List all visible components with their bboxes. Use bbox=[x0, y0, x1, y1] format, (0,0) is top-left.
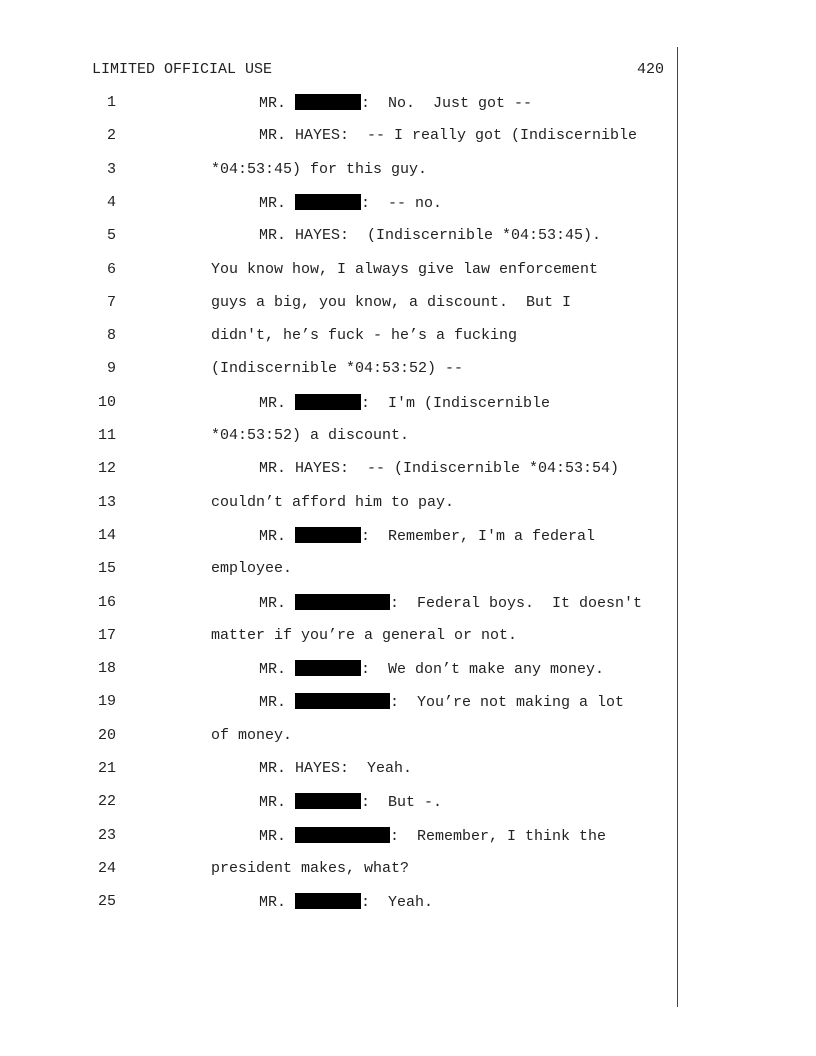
line-text: *04:53:45) for this guy. bbox=[211, 160, 428, 178]
transcript-line bbox=[0, 693, 816, 715]
speaker-prefix: MR. bbox=[259, 894, 296, 912]
utterance-text: : I'm (Indiscernible bbox=[361, 394, 551, 412]
speaker-prefix: MR. bbox=[259, 661, 296, 679]
line-number: 13 bbox=[97, 493, 116, 511]
utterance-text: : But -. bbox=[361, 794, 443, 812]
line-text bbox=[259, 527, 595, 545]
line-text bbox=[259, 893, 433, 911]
page-header-classification: LIMITED OFFICIAL USE bbox=[92, 61, 273, 78]
utterance-text: : No. Just got -- bbox=[361, 95, 533, 112]
speaker-prefix: MR. bbox=[259, 394, 296, 412]
line-number: 11 bbox=[97, 427, 116, 444]
transcript-line bbox=[0, 760, 816, 782]
redaction-block bbox=[295, 660, 361, 676]
transcript-line bbox=[0, 893, 816, 915]
line-text: employee. bbox=[211, 560, 293, 578]
line-text bbox=[259, 660, 604, 678]
utterance-text: : Remember, I think the bbox=[390, 827, 607, 845]
line-text: MR. HAYES: -- I really got (Indiscernible bbox=[259, 127, 638, 145]
transcript-line bbox=[0, 527, 816, 549]
line-number: 3 bbox=[106, 160, 116, 178]
line-text bbox=[259, 594, 642, 612]
line-number: 9 bbox=[106, 360, 116, 378]
speaker-prefix: MR. bbox=[259, 594, 296, 612]
transcript-line bbox=[0, 793, 816, 815]
transcript-line bbox=[0, 360, 816, 382]
transcript-line bbox=[0, 394, 816, 416]
line-number: 17 bbox=[97, 626, 116, 644]
line-text bbox=[259, 194, 442, 212]
speaker-prefix: MR. bbox=[259, 194, 296, 212]
line-number: 8 bbox=[106, 327, 116, 345]
utterance-text: : -- no. bbox=[361, 194, 443, 212]
redaction-block bbox=[295, 893, 361, 909]
line-text bbox=[259, 394, 550, 412]
line-number: 21 bbox=[97, 760, 116, 777]
line-number: 25 bbox=[97, 893, 116, 911]
redaction-block bbox=[295, 693, 390, 709]
speaker-prefix: MR. bbox=[259, 95, 296, 112]
line-text bbox=[259, 693, 624, 711]
transcript-line bbox=[0, 660, 816, 682]
line-text bbox=[259, 94, 532, 112]
line-number: 5 bbox=[106, 227, 116, 245]
line-text: matter if you’re a general or not. bbox=[211, 626, 518, 644]
line-text bbox=[259, 793, 442, 811]
line-text: president makes, what? bbox=[211, 859, 410, 877]
transcript-line bbox=[0, 494, 816, 516]
redaction-block bbox=[295, 827, 390, 843]
transcript-line bbox=[0, 860, 816, 882]
transcript-line bbox=[0, 827, 816, 849]
transcript-line bbox=[0, 261, 816, 283]
line-text: MR. HAYES: Yeah. bbox=[259, 760, 413, 777]
line-text: MR. HAYES: -- (Indiscernible *04:53:54) bbox=[259, 460, 620, 478]
line-number: 7 bbox=[106, 293, 116, 311]
line-text: *04:53:52) a discount. bbox=[211, 427, 410, 444]
line-text: couldn’t afford him to pay. bbox=[211, 493, 455, 511]
speaker-prefix: MR. bbox=[259, 694, 296, 712]
line-number: 10 bbox=[97, 393, 116, 411]
transcript-line bbox=[0, 161, 816, 183]
transcript-line bbox=[0, 327, 816, 349]
line-number: 15 bbox=[97, 560, 116, 578]
line-number: 18 bbox=[97, 660, 116, 678]
transcript-line bbox=[0, 127, 816, 149]
page-number: 420 bbox=[636, 61, 664, 78]
line-text: didn't, he’s fuck - he’s a fucking bbox=[211, 327, 518, 345]
line-number: 23 bbox=[97, 826, 116, 844]
utterance-text: : We don’t make any money. bbox=[361, 661, 605, 679]
transcript-line bbox=[0, 594, 816, 616]
redaction-block bbox=[295, 594, 390, 610]
line-number: 1 bbox=[106, 94, 116, 111]
transcript-line bbox=[0, 94, 816, 116]
utterance-text: : Federal boys. It doesn't bbox=[390, 594, 643, 612]
redaction-block bbox=[295, 527, 361, 543]
line-number: 4 bbox=[106, 193, 116, 211]
transcript-line bbox=[0, 427, 816, 449]
line-text: guys a big, you know, a discount. But I bbox=[211, 293, 572, 311]
transcript-line bbox=[0, 627, 816, 649]
line-number: 24 bbox=[97, 859, 116, 877]
speaker-prefix: MR. bbox=[259, 827, 296, 845]
utterance-text: : Yeah. bbox=[361, 894, 434, 912]
line-number: 19 bbox=[97, 693, 116, 711]
speaker-prefix: MR. bbox=[259, 527, 296, 545]
transcript-line bbox=[0, 194, 816, 216]
redaction-block bbox=[295, 194, 361, 210]
line-number: 22 bbox=[97, 793, 116, 811]
transcript-line bbox=[0, 227, 816, 249]
line-text: MR. HAYES: (Indiscernible *04:53:45). bbox=[259, 227, 602, 245]
line-number: 2 bbox=[106, 127, 116, 145]
transcript-line bbox=[0, 727, 816, 749]
line-number: 12 bbox=[97, 460, 116, 478]
transcript-line bbox=[0, 460, 816, 482]
line-number: 16 bbox=[97, 593, 116, 611]
redaction-block bbox=[295, 793, 361, 809]
transcript-line bbox=[0, 560, 816, 582]
line-number: 14 bbox=[97, 526, 116, 544]
line-number: 6 bbox=[106, 260, 116, 278]
speaker-prefix: MR. bbox=[259, 794, 296, 812]
line-number: 20 bbox=[97, 726, 116, 744]
utterance-text: : You’re not making a lot bbox=[390, 694, 625, 712]
redaction-block bbox=[295, 394, 361, 410]
redaction-block bbox=[295, 94, 361, 110]
transcript-line bbox=[0, 294, 816, 316]
utterance-text: : Remember, I'm a federal bbox=[361, 527, 596, 545]
line-text: You know how, I always give law enforcement bbox=[211, 260, 599, 278]
line-text bbox=[259, 827, 606, 845]
line-text: of money. bbox=[211, 726, 293, 744]
line-text: (Indiscernible *04:53:52) -- bbox=[211, 360, 464, 378]
